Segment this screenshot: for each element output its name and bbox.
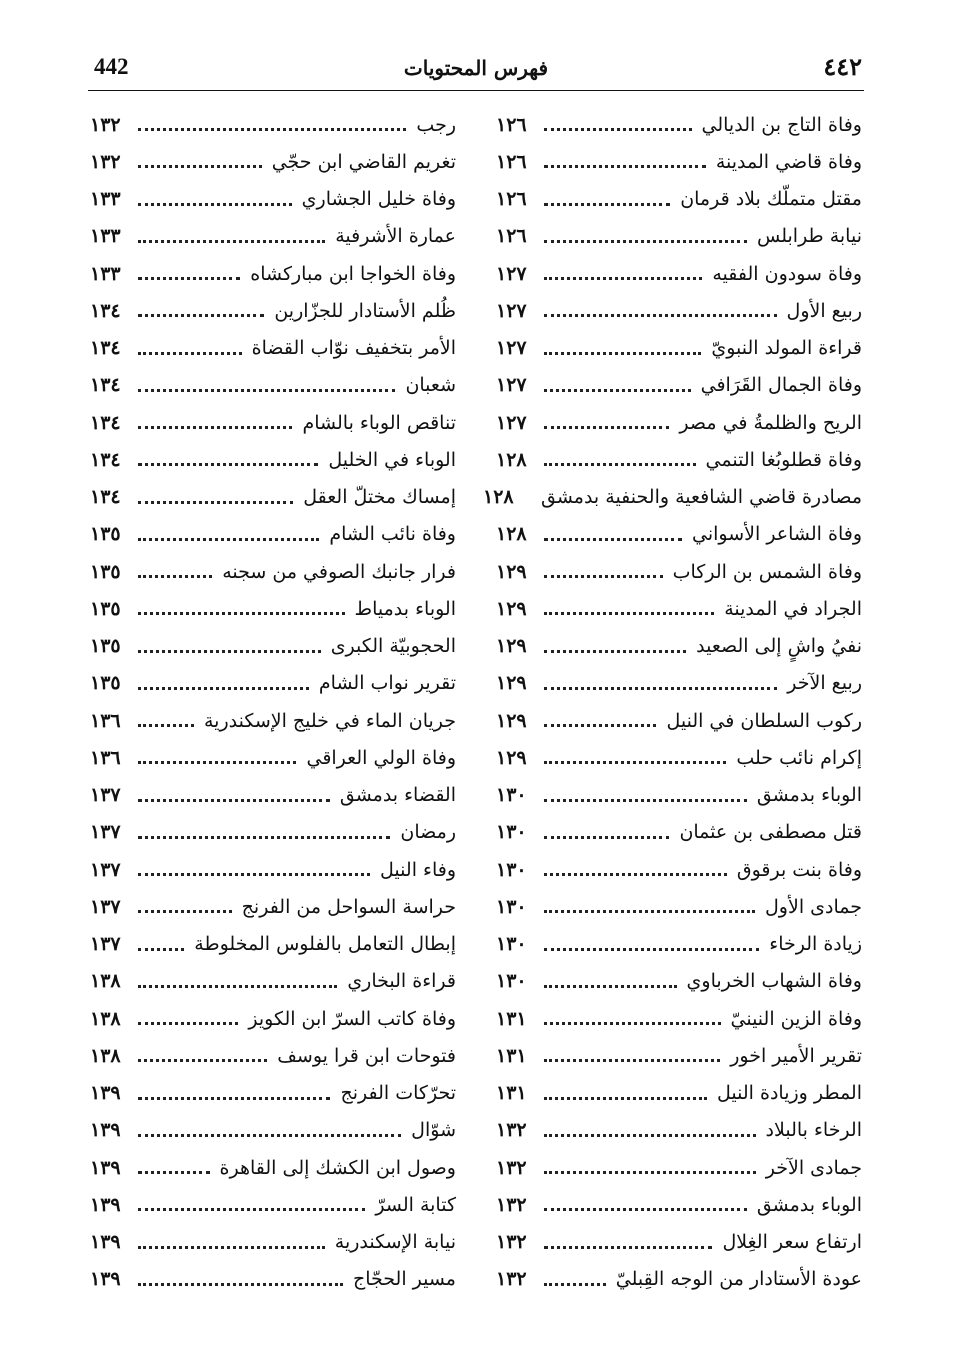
- toc-entry-title: جريان الماء في خليج الإسكندرية: [203, 709, 456, 732]
- toc-entry-title: الأمر بتخفيف نوّاب القضاة: [251, 337, 456, 360]
- toc-entry: [496, 553, 862, 590]
- dot-leader: [138, 501, 293, 504]
- dot-leader: [544, 240, 747, 243]
- dot-leader: [544, 1283, 606, 1286]
- toc-entry-title: عودة الأستادار من الوجه القِبليّ: [615, 1268, 862, 1291]
- toc-entry-page: ١٢٨: [482, 486, 514, 509]
- toc-entry-title: فتوحات ابن قرا يوسف: [277, 1044, 456, 1067]
- toc-entry-page: ١٣٨: [90, 1007, 121, 1030]
- toc-entry: [90, 218, 456, 255]
- toc-entry: [90, 814, 456, 851]
- toc-entry-page: ١٣٣: [90, 188, 121, 211]
- toc-entry-page: ١٣٥: [90, 597, 121, 620]
- dot-leader: [544, 1022, 721, 1025]
- dot-leader: [138, 165, 262, 168]
- toc-entry: [496, 106, 862, 143]
- toc-entry-page: ١٣٧: [90, 858, 121, 881]
- toc-entry: [90, 1224, 456, 1261]
- toc-entry-title: إكرام نائب حلب: [736, 746, 862, 769]
- toc-entry-title: وفاة الشاعر الأسواني: [692, 523, 862, 546]
- dot-leader: [138, 128, 406, 131]
- toc-entry-page: ١٣٧: [90, 933, 121, 956]
- toc-entry-page: ١٣٥: [90, 635, 121, 658]
- toc-entry: [90, 106, 456, 143]
- toc-entry-page: ١٣٢: [496, 1231, 527, 1254]
- dot-leader: [138, 1059, 267, 1062]
- toc-entry-page: ١٣٦: [90, 709, 121, 732]
- toc-entry-title: القضاء بدمشق: [339, 784, 456, 807]
- toc-entry-page: ١٣٨: [90, 1044, 121, 1067]
- dot-leader: [544, 761, 726, 764]
- dot-leader: [138, 985, 337, 988]
- toc-entry: [90, 888, 456, 925]
- dot-leader: [138, 203, 292, 206]
- toc-entry-page: ١٣٢: [496, 1193, 527, 1216]
- toc-entry: [90, 1261, 456, 1298]
- toc-entry: [496, 255, 862, 292]
- toc-entry: [496, 441, 862, 478]
- toc-entry-page: ١٣٤: [90, 411, 121, 434]
- toc-entry-page: ١٣٨: [90, 970, 121, 993]
- toc-entry-page: ١٣٧: [90, 784, 121, 807]
- toc-entry: [496, 888, 862, 925]
- dot-leader: [544, 352, 701, 355]
- toc-entry: [90, 255, 456, 292]
- toc-column-left: [90, 106, 456, 1298]
- toc-entry: [90, 441, 456, 478]
- dot-leader: [138, 1208, 365, 1211]
- toc-entry-page: ١٣٩: [90, 1193, 121, 1216]
- toc-entry: [90, 1149, 456, 1186]
- toc-entry-title: الرخاء بالبلاد: [765, 1119, 862, 1142]
- dot-leader: [544, 948, 759, 951]
- toc-entry: [496, 963, 862, 1000]
- toc-entry-title: وفاة بنت برقوق: [736, 858, 862, 881]
- toc-entry-title: وفاة الولي العراقي: [306, 746, 456, 769]
- toc-entry-page: ١٣٧: [90, 821, 121, 844]
- toc-entry-page: ١٢٧: [496, 337, 527, 360]
- dot-leader: [138, 910, 232, 913]
- toc-entry-page: ١٣٤: [90, 299, 121, 322]
- toc-entry-page: ١٢٧: [496, 299, 527, 322]
- toc-entry: [496, 739, 862, 776]
- toc-entry-title: وفاء النيل: [380, 858, 456, 881]
- toc-entry-page: ١٢٦: [496, 150, 527, 173]
- dot-leader: [138, 463, 318, 466]
- dot-leader: [544, 985, 677, 988]
- toc-entry-page: ١٣٦: [90, 746, 121, 769]
- dot-leader: [544, 277, 702, 280]
- dot-leader: [138, 873, 370, 876]
- toc-entry: [90, 1000, 456, 1037]
- toc-entry-page: ١٢٦: [496, 188, 527, 211]
- toc-entry-page: ١٣٠: [496, 821, 527, 844]
- toc-entry: [90, 330, 456, 367]
- dot-leader: [544, 650, 686, 653]
- toc-entry: [90, 1112, 456, 1149]
- toc-entry-title: الوباء في الخليل: [328, 448, 456, 471]
- toc-entry-page: ١٣٩: [90, 1268, 121, 1291]
- toc-entry: [90, 926, 456, 963]
- toc-entry-title: وفاة قطلوبُغا التنمي: [705, 448, 862, 471]
- toc-entry-page: ١٢٧: [496, 374, 527, 397]
- toc-entry-page: ١٢٧: [496, 411, 527, 434]
- toc-entry-title: ركوب السلطان في النيل: [666, 709, 862, 732]
- dot-leader: [544, 612, 714, 615]
- toc-entry-page: ١٣٠: [496, 970, 527, 993]
- toc-entry-page: ١٣٩: [90, 1082, 121, 1105]
- toc-entry: [90, 367, 456, 404]
- toc-entry: [496, 590, 862, 627]
- toc-entry-title: وفاة الجمال القَرَافي: [700, 374, 862, 397]
- dot-leader: [544, 910, 755, 913]
- toc-entry: [496, 926, 862, 963]
- toc-entry-title: وفاة الزين النينيّ: [730, 1007, 862, 1030]
- toc-entry-page: ١٣٢: [496, 1268, 527, 1291]
- toc-entry-title: الوباء بدمياط: [354, 597, 456, 620]
- dot-leader: [138, 352, 242, 355]
- toc-entry-page: ١٣٤: [90, 337, 121, 360]
- dot-leader: [138, 314, 264, 317]
- dot-leader: [544, 1059, 720, 1062]
- toc-entry-title: المطر وزيادة النيل: [717, 1082, 862, 1105]
- toc-entry-title: شعبان: [405, 374, 456, 397]
- toc-entry-page: ١٣٣: [90, 225, 121, 248]
- toc-entry-page: ١٢٦: [496, 225, 527, 248]
- dot-leader: [544, 836, 669, 839]
- dot-leader: [138, 389, 395, 392]
- toc-entry-title: الريح والظلمةُ في مصر: [679, 411, 862, 434]
- dot-leader: [138, 612, 345, 615]
- toc-entry-page: ١٣٢: [90, 150, 121, 173]
- toc-entry: [90, 777, 456, 814]
- toc-entry-title: مصادرة قاضي الشافعية والحنفية بدمشق: [540, 486, 862, 509]
- toc-entry: [496, 367, 862, 404]
- toc-entry-title: عمارة الأشرفية: [335, 225, 456, 248]
- toc-entry: [496, 1037, 862, 1074]
- toc-entry: [496, 1186, 862, 1223]
- toc-entry-title: وفاة نائب الشام: [329, 523, 456, 546]
- dot-leader: [138, 575, 212, 578]
- toc-entry: [90, 1037, 456, 1074]
- toc-entry-title: زيادة الرخاء: [769, 933, 862, 956]
- dot-leader: [544, 389, 691, 392]
- toc-entry-title: قراءة المولد النبويّ: [711, 337, 862, 360]
- toc-entry-page: ١٣٩: [90, 1119, 121, 1142]
- toc-entry-title: نفيُ واشٍ إلى الصعيد: [696, 635, 862, 658]
- dot-leader: [138, 426, 292, 429]
- toc-entry-page: ١٣١: [496, 1044, 527, 1067]
- toc-entry-title: رجب: [416, 113, 456, 136]
- dot-leader: [544, 463, 696, 466]
- toc-entry-title: نيابة الإسكندرية: [334, 1231, 456, 1254]
- toc-entry: [90, 479, 456, 516]
- toc-entry-title: وفاة الخواجا ابن مباركشاه: [250, 262, 456, 285]
- toc-entry-title: إمساك مختلّ العقل: [303, 486, 456, 509]
- toc-entry: [90, 404, 456, 441]
- toc-entry-title: وفاة الشهاب الخرباوي: [686, 970, 862, 993]
- dot-leader: [138, 1283, 343, 1286]
- toc-entry-title: ارتفاع سعر الغِلال: [722, 1231, 862, 1254]
- toc-entry: [482, 479, 862, 516]
- toc-entry-page: ١٣٧: [90, 895, 121, 918]
- toc-entry-title: الحجوبيّة الكبرى: [330, 635, 456, 658]
- toc-entry-page: ١٣١: [496, 1007, 527, 1030]
- dot-leader: [544, 165, 706, 168]
- dot-leader: [138, 724, 194, 727]
- dot-leader: [138, 761, 296, 764]
- dot-leader: [138, 1134, 401, 1137]
- toc-entry: [90, 739, 456, 776]
- toc-entry-title: حراسة السواحل من الفرنج: [241, 895, 456, 918]
- dot-leader: [138, 1246, 325, 1249]
- dot-leader: [544, 1097, 707, 1100]
- toc-entry: [90, 292, 456, 329]
- dot-leader: [138, 1097, 330, 1100]
- page-header: [88, 52, 864, 91]
- toc-entry-page: ١٣٣: [90, 262, 121, 285]
- dot-leader: [544, 203, 670, 206]
- toc-entry-title: وصول ابن الكشك إلى القاهرة: [219, 1156, 456, 1179]
- toc-entry: [496, 628, 862, 665]
- toc-entry-page: ١٣٥: [90, 560, 121, 583]
- page-number-arabic: ٤٤٢: [823, 52, 862, 81]
- page-title: فهرس المحتويات: [403, 56, 549, 80]
- toc-entry: [90, 143, 456, 180]
- toc-entry: [496, 1112, 862, 1149]
- toc-entry-page: ١٣٢: [496, 1156, 527, 1179]
- toc-entry-page: ١٣٢: [496, 1119, 527, 1142]
- toc-entry: [90, 590, 456, 627]
- toc-entry-title: الوباء بدمشق: [756, 1193, 862, 1216]
- toc-entry: [90, 516, 456, 553]
- toc-entry-page: ١٢٩: [496, 746, 527, 769]
- toc-entry-page: ١٢٩: [496, 709, 527, 732]
- toc-entry-page: ١٣٠: [496, 895, 527, 918]
- toc-entry-page: ١٢٨: [496, 448, 527, 471]
- toc-entry: [496, 1075, 862, 1112]
- dot-leader: [544, 1171, 756, 1174]
- toc-entry-page: ١٢٩: [496, 672, 527, 695]
- toc-entry: [496, 292, 862, 329]
- toc-entry-title: الجراد في المدينة: [724, 597, 862, 620]
- toc-entry: [496, 1149, 862, 1186]
- toc-entry: [496, 218, 862, 255]
- toc-entry-title: نيابة طرابلس: [756, 225, 862, 248]
- toc-entry-title: وفاة خليل الجشاري: [301, 188, 456, 211]
- toc-entry: [496, 777, 862, 814]
- toc-entry-title: كتابة السرّ: [375, 1193, 456, 1216]
- toc-entry: [496, 1224, 862, 1261]
- toc-entry-title: ربيع الآخر: [787, 672, 862, 695]
- toc-entry: [90, 553, 456, 590]
- toc-entry-title: تحرّكات الفرنج: [340, 1082, 456, 1105]
- toc-entry-page: ١٣٠: [496, 784, 527, 807]
- toc-entry-title: ظُلم الأستادار للجزّارين: [274, 299, 456, 322]
- toc-entry: [90, 181, 456, 218]
- toc-entry-title: تغريم القاضي ابن حجّي: [271, 150, 456, 173]
- toc-entry-title: قتل مصطفى بن عثمان: [679, 821, 862, 844]
- toc-entry: [496, 330, 862, 367]
- toc-entry-page: ١٢٨: [496, 523, 527, 546]
- toc-entry-title: فرار جانبك الصوفي من سجنه: [222, 560, 456, 583]
- toc-entry-page: ١٣٤: [90, 374, 121, 397]
- dot-leader: [138, 799, 330, 802]
- toc-entry: [90, 1075, 456, 1112]
- toc-entry-title: وفاة التاج بن الديالي: [701, 113, 862, 136]
- toc-entry: [496, 851, 862, 888]
- toc-entry-page: ١٢٧: [496, 262, 527, 285]
- toc-entry-title: رمضان: [400, 821, 456, 844]
- toc-entry: [90, 665, 456, 702]
- toc-entry-page: ١٣٠: [496, 933, 527, 956]
- toc-entry-page: ١٣٠: [496, 858, 527, 881]
- dot-leader: [544, 1246, 712, 1249]
- toc-entry-page: ١٣٥: [90, 672, 121, 695]
- toc-entry: [496, 702, 862, 739]
- toc-entry: [496, 404, 862, 441]
- toc-entry-page: ١٣٤: [90, 486, 121, 509]
- toc-entry: [90, 851, 456, 888]
- toc-entry-title: ربيع الأول: [786, 299, 862, 322]
- toc-entry-page: ١٢٦: [496, 113, 527, 136]
- dot-leader: [544, 724, 656, 727]
- toc-entry-page: ١٢٩: [496, 635, 527, 658]
- toc-entry-title: تقرير نواب الشام: [318, 672, 456, 695]
- toc-entry: [90, 1186, 456, 1223]
- dot-leader: [544, 1134, 756, 1137]
- toc-entry-title: مقتل متملّك بلاد قرمان: [680, 188, 862, 211]
- toc-entry: [496, 665, 862, 702]
- toc-entry: [496, 181, 862, 218]
- dot-leader: [544, 799, 747, 802]
- toc-entry: [496, 1000, 862, 1037]
- toc-entry-page: ١٢٩: [496, 597, 527, 620]
- dot-leader: [544, 314, 777, 317]
- toc-entry: [496, 1261, 862, 1298]
- toc-entry-title: مسير الحجّاج: [352, 1268, 456, 1291]
- toc-entry-title: جمادى الآخر: [765, 1156, 862, 1179]
- toc-entry-page: ١٣٩: [90, 1156, 121, 1179]
- dot-leader: [544, 426, 669, 429]
- toc-entry-page: ١٣٢: [90, 113, 121, 136]
- dot-leader: [544, 538, 682, 541]
- toc-entry: [90, 963, 456, 1000]
- toc-entry-title: إبطال التعامل بالفلوس المخلوطة: [194, 933, 456, 956]
- dot-leader: [138, 1171, 210, 1174]
- toc-entry-title: تقرير الأمير اخور: [730, 1044, 862, 1067]
- toc-entry-page: ١٢٩: [496, 560, 527, 583]
- toc-entry: [90, 628, 456, 665]
- toc-entry: [90, 702, 456, 739]
- dot-leader: [138, 538, 319, 541]
- toc-entry-title: وفاة الشمس بن الركاب: [672, 560, 862, 583]
- toc-entry-title: وفاة قاضي المدينة: [715, 150, 862, 173]
- page-number-latin: 442: [94, 54, 129, 79]
- toc-entry-title: قراءة البخاري: [347, 970, 456, 993]
- toc-entry-page: ١٣١: [496, 1082, 527, 1105]
- toc-entry-page: ١٣٥: [90, 523, 121, 546]
- toc-entry-title: تناقص الوباء بالشام: [302, 411, 456, 434]
- dot-leader: [544, 687, 777, 690]
- toc-entry-title: وفاة كاتب السرّ ابن الكويز: [248, 1007, 456, 1030]
- dot-leader: [138, 650, 321, 653]
- dot-leader: [544, 575, 663, 578]
- dot-leader: [138, 687, 309, 690]
- toc-entry: [496, 516, 862, 553]
- toc-entry-page: ١٣٤: [90, 448, 121, 471]
- dot-leader: [138, 240, 325, 243]
- toc-entry-title: جمادى الأول: [765, 895, 862, 918]
- dot-leader: [544, 1208, 747, 1211]
- dot-leader: [138, 836, 390, 839]
- dot-leader: [138, 1022, 238, 1025]
- dot-leader: [544, 873, 727, 876]
- toc-entry: [496, 814, 862, 851]
- toc-entry-title: الوباء بدمشق: [756, 784, 862, 807]
- toc-entry-title: شوّال: [411, 1119, 456, 1142]
- toc-column-right: [482, 106, 862, 1298]
- dot-leader: [138, 948, 184, 951]
- dot-leader: [138, 277, 240, 280]
- toc-entry-page: ١٣٩: [90, 1231, 121, 1254]
- toc-entry: [496, 143, 862, 180]
- toc-entry-title: وفاة سودون الفقيه: [712, 262, 862, 285]
- dot-leader: [544, 128, 692, 131]
